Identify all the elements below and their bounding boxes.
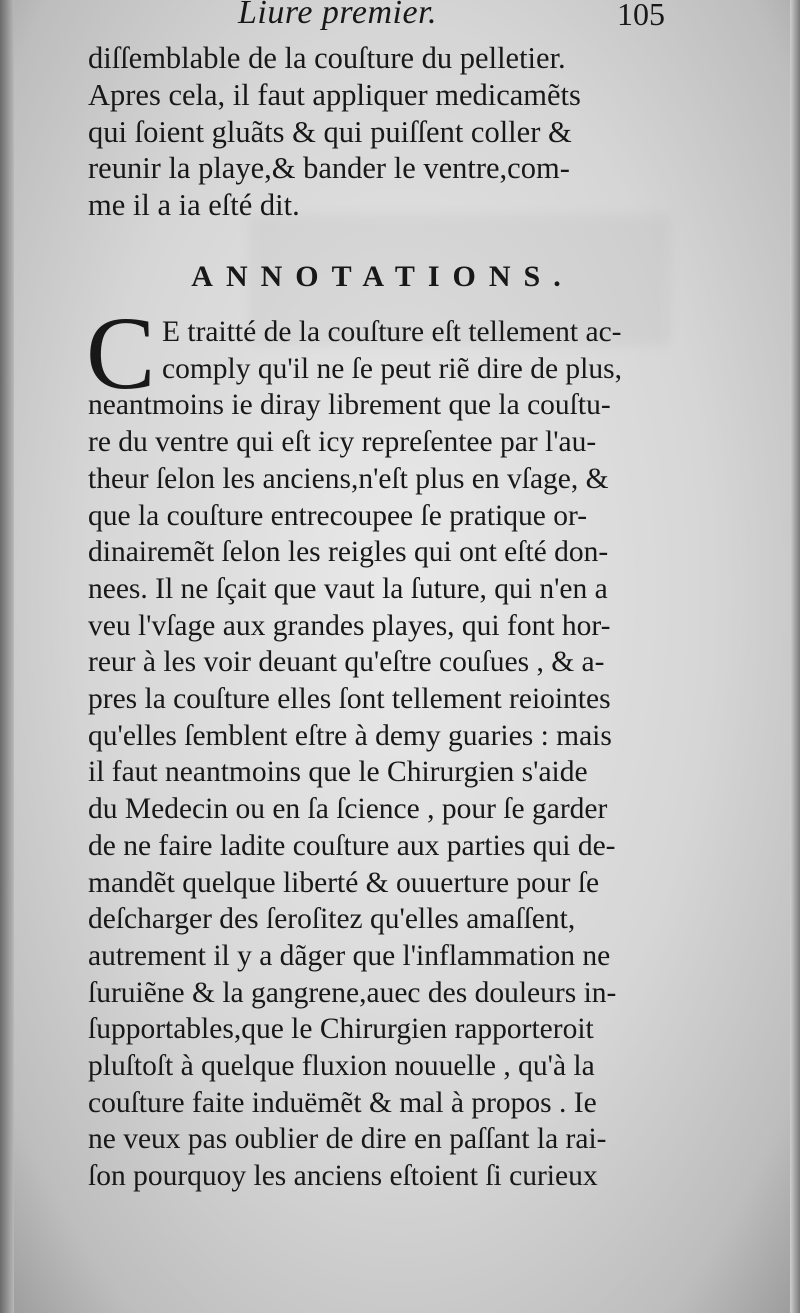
text-line: qui ſoient gluãts & qui puiſſent coller &	[88, 114, 572, 149]
text-line: pluſtoſt à quelque fluxion nouuelle , qu'à la	[88, 1050, 595, 1083]
text-line: re du ventre qui eſt icy repreſentee par l'au-	[88, 426, 597, 459]
text-line: que la couſture entrecoupee ſe pratique or-	[88, 499, 588, 532]
text-line: pres la couſture elles ſont tellement reiointes	[88, 683, 611, 716]
text-line: qu'elles ſemblent eſtre à demy guaries : mais	[88, 719, 612, 752]
text-line: ſupportables,que le Chirurgien rapporteroit	[88, 1013, 594, 1046]
text-line: mandẽt quelque liberté & ouuerture pour ſe	[88, 866, 600, 899]
section-heading: ANNOTATIONS.	[191, 259, 574, 293]
text-line: comply qu'il ne ſe peut riẽ dire de plus,	[162, 352, 622, 385]
text-line: nees. Il ne ſçait que vaut la ſuture, qui n'en a	[88, 572, 608, 605]
text-line: ne veux pas oublier de dire en paſſant la rai-	[88, 1123, 607, 1156]
page-edge	[790, 0, 800, 1313]
text-line: ſuruiẽne & la gangrene,auec des douleurs in-	[88, 976, 617, 1009]
text-line: autrement il y a dãger que l'inflammation ne	[88, 939, 611, 972]
text-line: deſcharger des ſeroſitez qu'elles amaſſent,	[88, 903, 576, 936]
text-line: diſſemblable de la couſture du pelletier.	[88, 41, 566, 75]
text-line: couſture faite induëmẽt & mal à propos . Ie	[88, 1086, 597, 1119]
text-line: neantmoins ie diray librement que la couſtu-	[88, 389, 611, 422]
text-line: dinairemẽt ſelon les reigles qui ont eſté don-	[88, 536, 609, 569]
text-line: Apres cela, il faut appliquer medicamẽts	[88, 77, 581, 112]
text-line: theur ſelon les anciens,n'eſt plus en vſage, &	[88, 462, 609, 495]
page-number: 105	[617, 0, 665, 32]
text-line: me il a ia eſté dit.	[88, 188, 300, 223]
running-head-title: Liure premier.	[238, 0, 438, 31]
book-spine-shadow	[0, 0, 14, 1313]
page-content	[88, 0, 663, 1195]
text-line: ſon pourquoy les anciens eſtoient ſi curieux	[88, 1160, 598, 1193]
text-line: du Medecin ou en ſa ſcience , pour ſe garder	[88, 793, 608, 826]
text-line: veu l'vſage aux grandes playes, qui font hor-	[88, 609, 611, 642]
running-head	[88, 0, 663, 40]
body-text	[88, 40, 663, 224]
text-line: de ne faire ladite couſture aux parties qui de-	[88, 829, 616, 862]
annotations-text	[86, 295, 663, 1195]
text-line: E traitté de la couſture eſt tellement ac-	[162, 315, 622, 348]
drop-cap: C	[86, 295, 156, 411]
text-line: reur à les voir deuant qu'eſtre couſues , & a-	[88, 646, 605, 679]
text-line: il faut neantmoins que le Chirurgien s'aide	[88, 756, 588, 789]
text-line: reunir la playe,& bander le ventre,com-	[88, 151, 570, 186]
